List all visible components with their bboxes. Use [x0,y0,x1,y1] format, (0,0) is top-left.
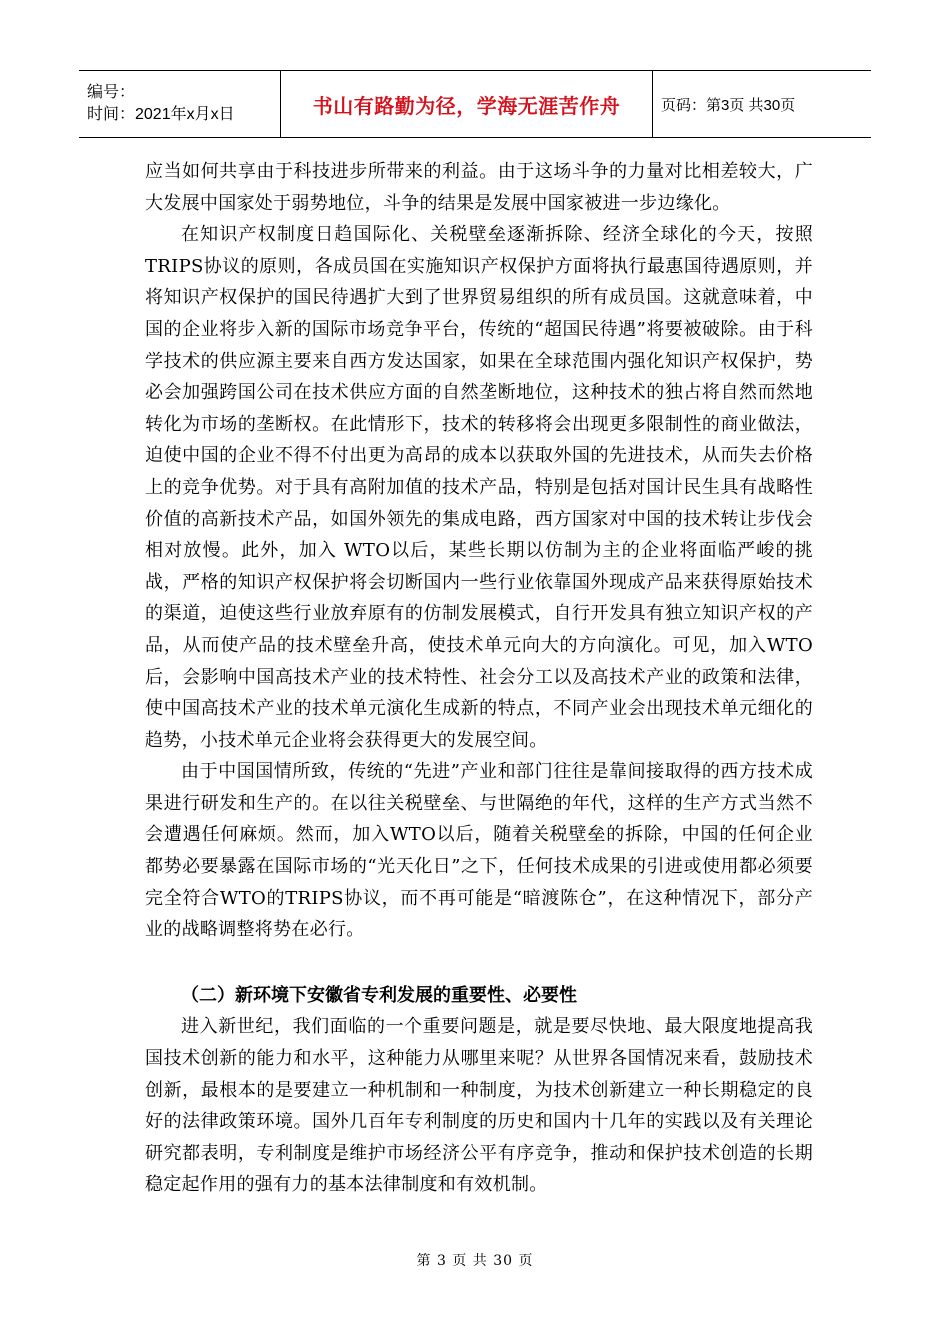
footer-page-number: 第 3 页 共 30 页 [416,1253,534,1269]
header-page-code [653,71,871,137]
page-code-text: 页码：第3页 共30页 [661,96,796,114]
document-body [145,156,813,1201]
paragraph: 应当如何共享由于科技进步所带来的利益。由于这场斗争的力量对比相差较大，广大发展中国家处于弱势地位，斗争的结果是发展中国家被进一步边缘化。 [145,161,813,214]
motto-text: 书山有路勤为径，学海无涯苦作舟 [312,93,621,118]
document-number-label: 编号： [87,84,136,101]
paragraph: 在知识产权制度日趋国际化、关税壁垒逐渐拆除、经济全球化的今天，按照TRIPS协议的原则，各成员国在实施知识产权保护方面将执行最惠国待遇原则，并将知识产权保护的国民待遇扩大到了世界贸易组织的所有成员国。这就意味着，中国的企业将步入新的国际市场竞争平台，传统的“超国民待遇”将要被破除。由于科学技术的供应源主要来自西方发达国家，如果在全球范围内强化知识产权保护，势必会加强跨国公司在技术供应方面的自然垄断地位，这种技术的独占将自然而然地转化为市场的垄断权。在此情形下，技术的转移将会出现更多限制性的商业做法，迫使中国的企业不得不付出更为高昂的成本以获取外国的先进技术，从而失去价格上的竞争优势。对于具有高附加值的技术产品，特别是包括对国计民生具有战略性价值的高新技术产品，如国外领先的集成电路，西方国家对中国的技术转让步伐会相对放慢。此外，加入 WTO以后，某些长期以仿制为主的企业将面临严峻的挑战，严格的知识产权保护将会切断国内一些行业依靠国外现成产品来获得原始技术的渠道，迫使这些行业放弃原有的仿制发展模式，自行开发具有独立知识产权的产品，从而使产品的技术壁垒升高，使技术单元向大的方向演化。可见，加入WTO后，会影响中国高技术产业的技术特性、社会分工以及高技术产业的政策和法律，使中国高技术产业的技术单元演化生成新的特点，不同产业会出现技术单元细化的趋势，小技术单元企业将会获得更大的发展空间。 [145,224,813,751]
header-meta [79,71,281,137]
header-motto [281,71,653,137]
paragraph: 由于中国国情所致，传统的“先进”产业和部门往往是靠间接取得的西方技术成果进行研发和生产的。在以往关税壁垒、与世隔绝的年代，这样的生产方式当然不会遭遇任何麻烦。然而，加入WTO以后，随着关税壁垒的拆除，中国的任何企业都势必要暴露在国际市场的“光天化日”之下，任何技术成果的引进或使用都必须要完全符合WTO的TRIPS协议，而不再可能是“暗渡陈仓”，在这种情况下，部分产业的战略调整将势在必行。 [145,761,813,941]
page-header [79,70,871,138]
page-footer [0,1250,950,1270]
section-heading: （二）新环境下安徽省专利发展的重要性、必要性 [181,984,577,1006]
document-date-label: 时间：2021年x月x日 [87,106,235,123]
paragraph: 进入新世纪，我们面临的一个重要问题是，就是要尽快地、最大限度地提高我国技术创新的能力和水平，这种能力从哪里来呢？从世界各国情况来看，鼓励技术创新，最根本的是要建立一种机制和一种制度，为技术创新建立一种长期稳定的良好的法律政策环境。国外几百年专利制度的历史和国内十几年的实践以及有关理论研究都表明，专利制度是维护市场经济公平有序竞争，推动和保护技术创造的长期稳定起作用的强有力的基本法律制度和有效机制。 [145,1016,813,1196]
